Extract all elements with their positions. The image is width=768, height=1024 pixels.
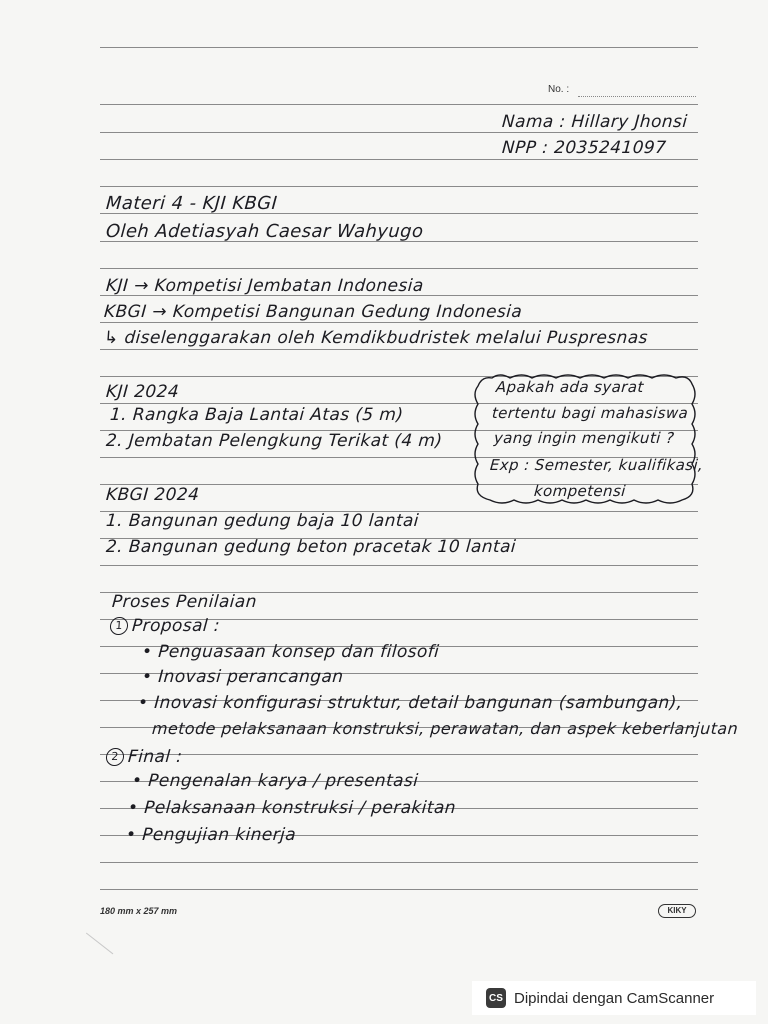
paper-size-mark: 180 mm x 257 mm <box>100 906 178 916</box>
page-number-label: No. : <box>548 84 570 95</box>
ruled-line <box>100 268 698 269</box>
ruled-line <box>100 186 698 187</box>
ruled-line <box>100 754 698 755</box>
page-number-line <box>578 96 696 97</box>
ruled-line <box>100 349 698 350</box>
ruled-line <box>100 159 698 160</box>
ruled-line <box>100 322 698 323</box>
final-bullet-1: • Pengenalan karya / presentasi <box>131 771 420 791</box>
organizer-note: ↳ diselenggarakan oleh Kemdikbudristek melalui Puspresnas <box>103 328 649 348</box>
question-example: Exp : Semester, kualifikasi, <box>489 456 704 474</box>
camscanner-text: Dipindai dengan CamScanner <box>514 989 715 1007</box>
proposal-bullet-2: • Inovasi perancangan <box>141 667 345 687</box>
final-label: Final : <box>127 747 184 767</box>
ruled-line <box>100 565 698 566</box>
student-name: Nama : Hillary Jhonsi <box>501 112 689 132</box>
final-bullet-2: • Pelaksanaan konstruksi / perakitan <box>127 798 457 818</box>
kbgi-item-2: 2. Bangunan gedung beton pracetak 10 lantai <box>105 537 517 557</box>
question-line-1: Apakah ada syarat <box>495 378 645 396</box>
ruled-line <box>100 889 698 890</box>
ruled-line <box>100 104 698 105</box>
proposal-heading <box>109 616 220 636</box>
final-bullet-3: • Pengujian kinerja <box>125 825 297 845</box>
kji-item-1: 1. Rangka Baja Lantai Atas (5 m) <box>109 405 405 425</box>
kji-definition: KJI → Kompetisi Jembatan Indonesia <box>105 276 425 296</box>
kji-heading: KJI 2024 <box>105 382 180 402</box>
paper-crease <box>69 933 114 977</box>
assessment-heading: Proses Penilaian <box>111 592 258 612</box>
brand-logo: KIKY <box>658 904 696 918</box>
kbgi-definition: KBGI → Kompetisi Bangunan Gedung Indonesia <box>103 302 523 322</box>
note-author: Oleh Adetiasyah Caesar Wahyugo <box>105 221 425 242</box>
ruled-line <box>100 862 698 863</box>
ruled-line <box>100 47 698 48</box>
proposal-bullet-3: • Inovasi konfigurasi struktur, detail bangunan (sambungan), <box>137 693 684 713</box>
kji-item-2: 2. Jembatan Pelengkung Terikat (4 m) <box>105 431 444 451</box>
kbgi-heading: KBGI 2024 <box>105 485 200 505</box>
question-line-3: yang ingin mengikuti ? <box>493 429 675 447</box>
proposal-bullet-3-cont: metode pelaksanaan konstruksi, perawatan, dan aspek keberlanjutan <box>151 719 739 738</box>
proposal-bullet-1: • Penguasaan konsep dan filosofi <box>141 642 440 662</box>
ruled-line <box>100 132 698 133</box>
note-title: Materi 4 - KJI KBGI <box>105 193 279 214</box>
student-npp: NPP : 2035241097 <box>501 138 668 158</box>
proposal-label: Proposal : <box>131 616 221 636</box>
question-line-2: tertentu bagi mahasiswa <box>491 404 689 422</box>
final-heading <box>105 747 183 767</box>
question-example-cont: kompetensi <box>533 482 627 500</box>
camscanner-logo-icon: CS <box>486 988 506 1008</box>
circled-number-2: 2 <box>105 748 124 766</box>
camscanner-watermark <box>472 981 756 1015</box>
kbgi-item-1: 1. Bangunan gedung baja 10 lantai <box>105 511 420 531</box>
circled-number-1: 1 <box>109 617 128 635</box>
